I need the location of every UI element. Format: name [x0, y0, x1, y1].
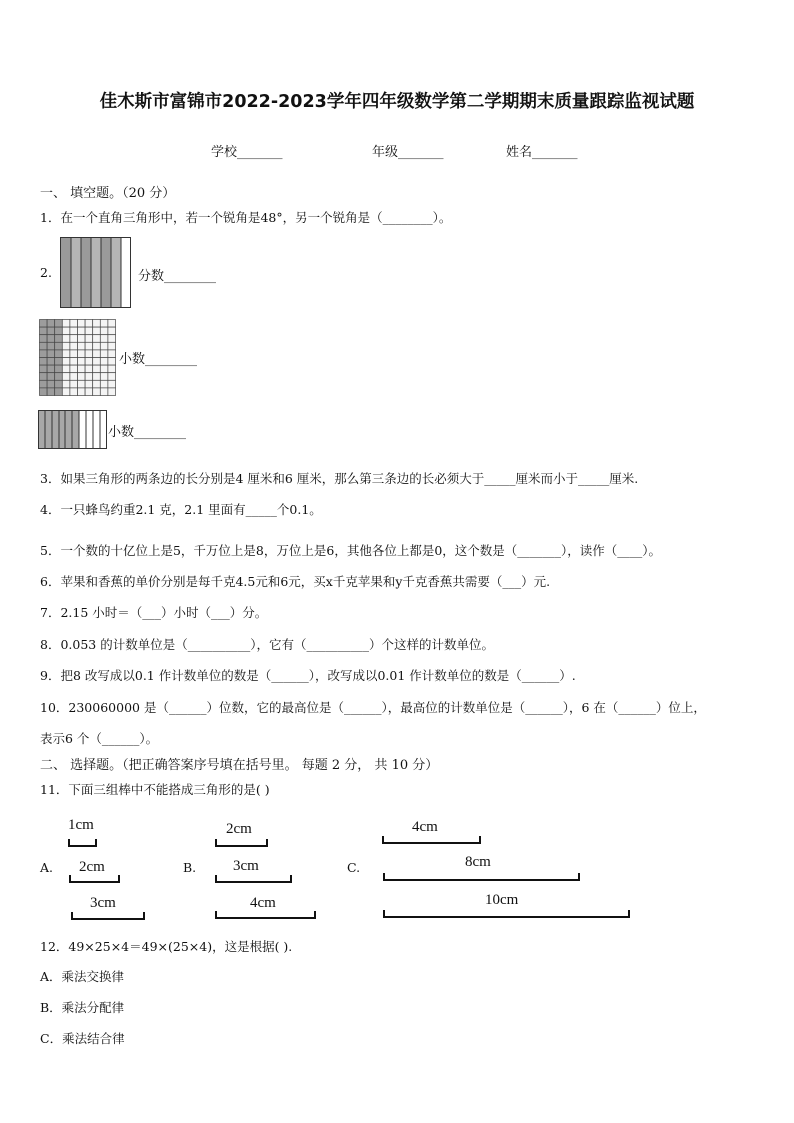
- grid-cell: [47, 320, 55, 328]
- question-10-line-1: 10．230060000 是（______）位数，它的最高位是（______），最高位的计数单位是（______），6 在（______）位上，: [40, 700, 706, 715]
- grid-cell: [62, 327, 70, 335]
- decimal-answer-label-2: 小数________: [108, 425, 187, 440]
- option-b-label: B.: [183, 860, 197, 875]
- question-11: 11．下面三组棒中不能搭成三角形的是( ): [40, 782, 270, 797]
- grid-cell: [108, 327, 116, 335]
- grid-cell: [85, 320, 93, 328]
- grid-cell: [100, 320, 108, 328]
- grid-cell: [78, 373, 86, 381]
- stick-label: 3cm: [90, 895, 116, 911]
- grid-cell: [55, 350, 63, 358]
- stick: [215, 910, 317, 920]
- grid-cell: [62, 380, 70, 388]
- grid-cell: [47, 373, 55, 381]
- grid-cell: [108, 335, 116, 343]
- grid-cell: [47, 358, 55, 366]
- stick: [383, 872, 581, 882]
- grid-cell: [78, 327, 86, 335]
- grid-cell: [108, 358, 116, 366]
- grid-cell: [85, 358, 93, 366]
- option-b: B．乘法分配律: [40, 1000, 125, 1015]
- option-a: A．乘法交换律: [40, 969, 125, 984]
- grid-cell: [100, 358, 108, 366]
- grid-cell: [55, 358, 63, 366]
- grid-cell: [78, 335, 86, 343]
- grid-cell: [40, 335, 48, 343]
- grid-cell: [78, 342, 86, 350]
- grid-cell: [100, 373, 108, 381]
- grid-cell: [78, 380, 86, 388]
- hundred-grid-figure: [39, 319, 116, 396]
- grid-cell: [70, 388, 78, 396]
- grid-cell: [100, 388, 108, 396]
- grid-cell: [93, 373, 101, 381]
- grid-cell: [70, 380, 78, 388]
- grid-cell: [93, 358, 101, 366]
- grid-cell: [85, 350, 93, 358]
- option-a-label: A.: [40, 860, 54, 875]
- grid-cell: [100, 335, 108, 343]
- grid-cell: [70, 327, 78, 335]
- grid-cell: [70, 342, 78, 350]
- grid-cell: [78, 388, 86, 396]
- grid-cell: [108, 388, 116, 396]
- stick-label: 3cm: [233, 858, 259, 874]
- grid-cell: [62, 358, 70, 366]
- stick-label: 4cm: [250, 895, 276, 911]
- grid-cell: [85, 327, 93, 335]
- grid-cell: [40, 327, 48, 335]
- grid-cell: [93, 342, 101, 350]
- grid-cell: [78, 365, 86, 373]
- grid-cell: [55, 342, 63, 350]
- stick-label: 4cm: [412, 819, 438, 835]
- grid-cell: [70, 358, 78, 366]
- stick: [215, 874, 293, 884]
- grade-field: 年级_______: [372, 145, 444, 160]
- question-8: 8．0.053 的计数单位是（__________），它有（__________）个这样的计数单位。: [40, 637, 494, 652]
- grid-cell: [47, 388, 55, 396]
- grid-cell: [108, 350, 116, 358]
- grid-cell: [108, 320, 116, 328]
- grid-cell: [70, 350, 78, 358]
- grid-cell: [47, 335, 55, 343]
- grid-cell: [40, 320, 48, 328]
- question-3: 3．如果三角形的两条边的长分别是4 厘米和6 厘米，那么第三条边的长必须大于_____厘米而小于_____厘米.: [40, 471, 639, 486]
- grid-cell: [93, 380, 101, 388]
- stick-label: 2cm: [226, 821, 252, 837]
- grid-cell: [108, 380, 116, 388]
- grid-cell: [47, 342, 55, 350]
- grid-cell: [40, 380, 48, 388]
- grid-cell: [93, 327, 101, 335]
- question-10-line-2: 表示6 个（______）。: [40, 731, 159, 746]
- fraction-answer-label: 分数________: [138, 269, 217, 284]
- grid-cell: [108, 373, 116, 381]
- grid-cell: [62, 388, 70, 396]
- grid-cell: [40, 373, 48, 381]
- school-field: 学校_______: [211, 145, 283, 160]
- grid-cell: [85, 388, 93, 396]
- grid-cell: [85, 380, 93, 388]
- stick: [215, 838, 269, 848]
- grid-cell: [70, 365, 78, 373]
- question-9: 9．把8 改写成以0.1 作计数单位的数是（______），改写成以0.01 作计数单位的数是（______）.: [40, 668, 576, 683]
- stick-label: 8cm: [465, 854, 491, 870]
- grid-cell: [55, 373, 63, 381]
- stick: [69, 874, 121, 884]
- question-4: 4．一只蜂鸟约重2.1 克，2.1 里面有_____个0.1。: [40, 502, 322, 517]
- grid-cell: [40, 358, 48, 366]
- grid-cell: [40, 388, 48, 396]
- grid-cell: [100, 327, 108, 335]
- section-2-heading: 二、 选择题。（把正确答案序号填在括号里。 每题 2 分， 共 10 分）: [40, 758, 439, 773]
- option-c: C．乘法结合律: [40, 1031, 125, 1046]
- grid-cell: [40, 350, 48, 358]
- grid-cell: [55, 327, 63, 335]
- grid-cell: [93, 388, 101, 396]
- option-c-label: C.: [347, 860, 361, 875]
- grid-cell: [62, 320, 70, 328]
- decimal-answer-label-1: 小数________: [119, 352, 198, 367]
- grid-cell: [93, 320, 101, 328]
- grid-cell: [100, 350, 108, 358]
- grid-cell: [62, 342, 70, 350]
- grid-cell: [100, 365, 108, 373]
- stick-label: 1cm: [68, 817, 94, 833]
- question-5: 5．一个数的十亿位上是5，千万位上是8，万位上是6，其他各位上都是0，这个数是（_______），读作（____）。: [40, 543, 662, 558]
- grid-cell: [100, 380, 108, 388]
- grid-cell: [55, 380, 63, 388]
- question-7: 7．2.15 小时＝（___）小时（___）分。: [40, 605, 268, 620]
- grid-cell: [93, 365, 101, 373]
- stick: [71, 911, 146, 921]
- grid-cell: [108, 365, 116, 373]
- grid-cell: [85, 365, 93, 373]
- grid-cell: [93, 350, 101, 358]
- section-1-heading: 一、 填空题。（20 分）: [40, 186, 176, 201]
- grid-cell: [47, 350, 55, 358]
- grid-cell: [78, 350, 86, 358]
- fraction-strip-figure: [60, 237, 132, 309]
- question-6: 6．苹果和香蕉的单价分别是每千克4.5元和6元，买x千克苹果和y千克香蕉共需要（___）元.: [40, 574, 551, 589]
- grid-cell: [85, 335, 93, 343]
- grid-cell: [70, 320, 78, 328]
- grid-cell: [40, 365, 48, 373]
- grid-cell: [55, 365, 63, 373]
- tenths-strip-figure: [38, 410, 108, 450]
- stick-label: 10cm: [485, 892, 519, 908]
- grid-cell: [47, 380, 55, 388]
- grid-cell: [47, 327, 55, 335]
- grid-cell: [85, 342, 93, 350]
- grid-cell: [100, 342, 108, 350]
- question-2-number: 2.: [40, 265, 52, 280]
- grid-cell: [40, 342, 48, 350]
- grid-cell: [55, 320, 63, 328]
- grid-cell: [62, 365, 70, 373]
- name-field: 姓名_______: [506, 145, 578, 160]
- grid-cell: [78, 320, 86, 328]
- stick-label: 2cm: [79, 859, 105, 875]
- grid-cell: [55, 335, 63, 343]
- grid-cell: [108, 342, 116, 350]
- grid-cell: [85, 373, 93, 381]
- grid-cell: [55, 388, 63, 396]
- grid-cell: [78, 358, 86, 366]
- grid-cell: [62, 373, 70, 381]
- grid-cell: [70, 373, 78, 381]
- grid-cell: [62, 335, 70, 343]
- page-title: 佳木斯市富锦市2022-2023学年四年级数学第二学期期末质量跟踪监视试题: [99, 92, 695, 112]
- question-1: 1．在一个直角三角形中，若一个锐角是48°，另一个锐角是（________）。: [40, 210, 452, 225]
- grid-cell: [93, 335, 101, 343]
- grid-cell: [47, 365, 55, 373]
- grid-cell: [62, 350, 70, 358]
- question-12: 12．49×25×4＝49×(25×4)，这是根据( ).: [40, 939, 293, 954]
- grid-cell: [70, 335, 78, 343]
- stick: [383, 909, 631, 919]
- stick: [68, 838, 98, 848]
- stick: [382, 835, 482, 845]
